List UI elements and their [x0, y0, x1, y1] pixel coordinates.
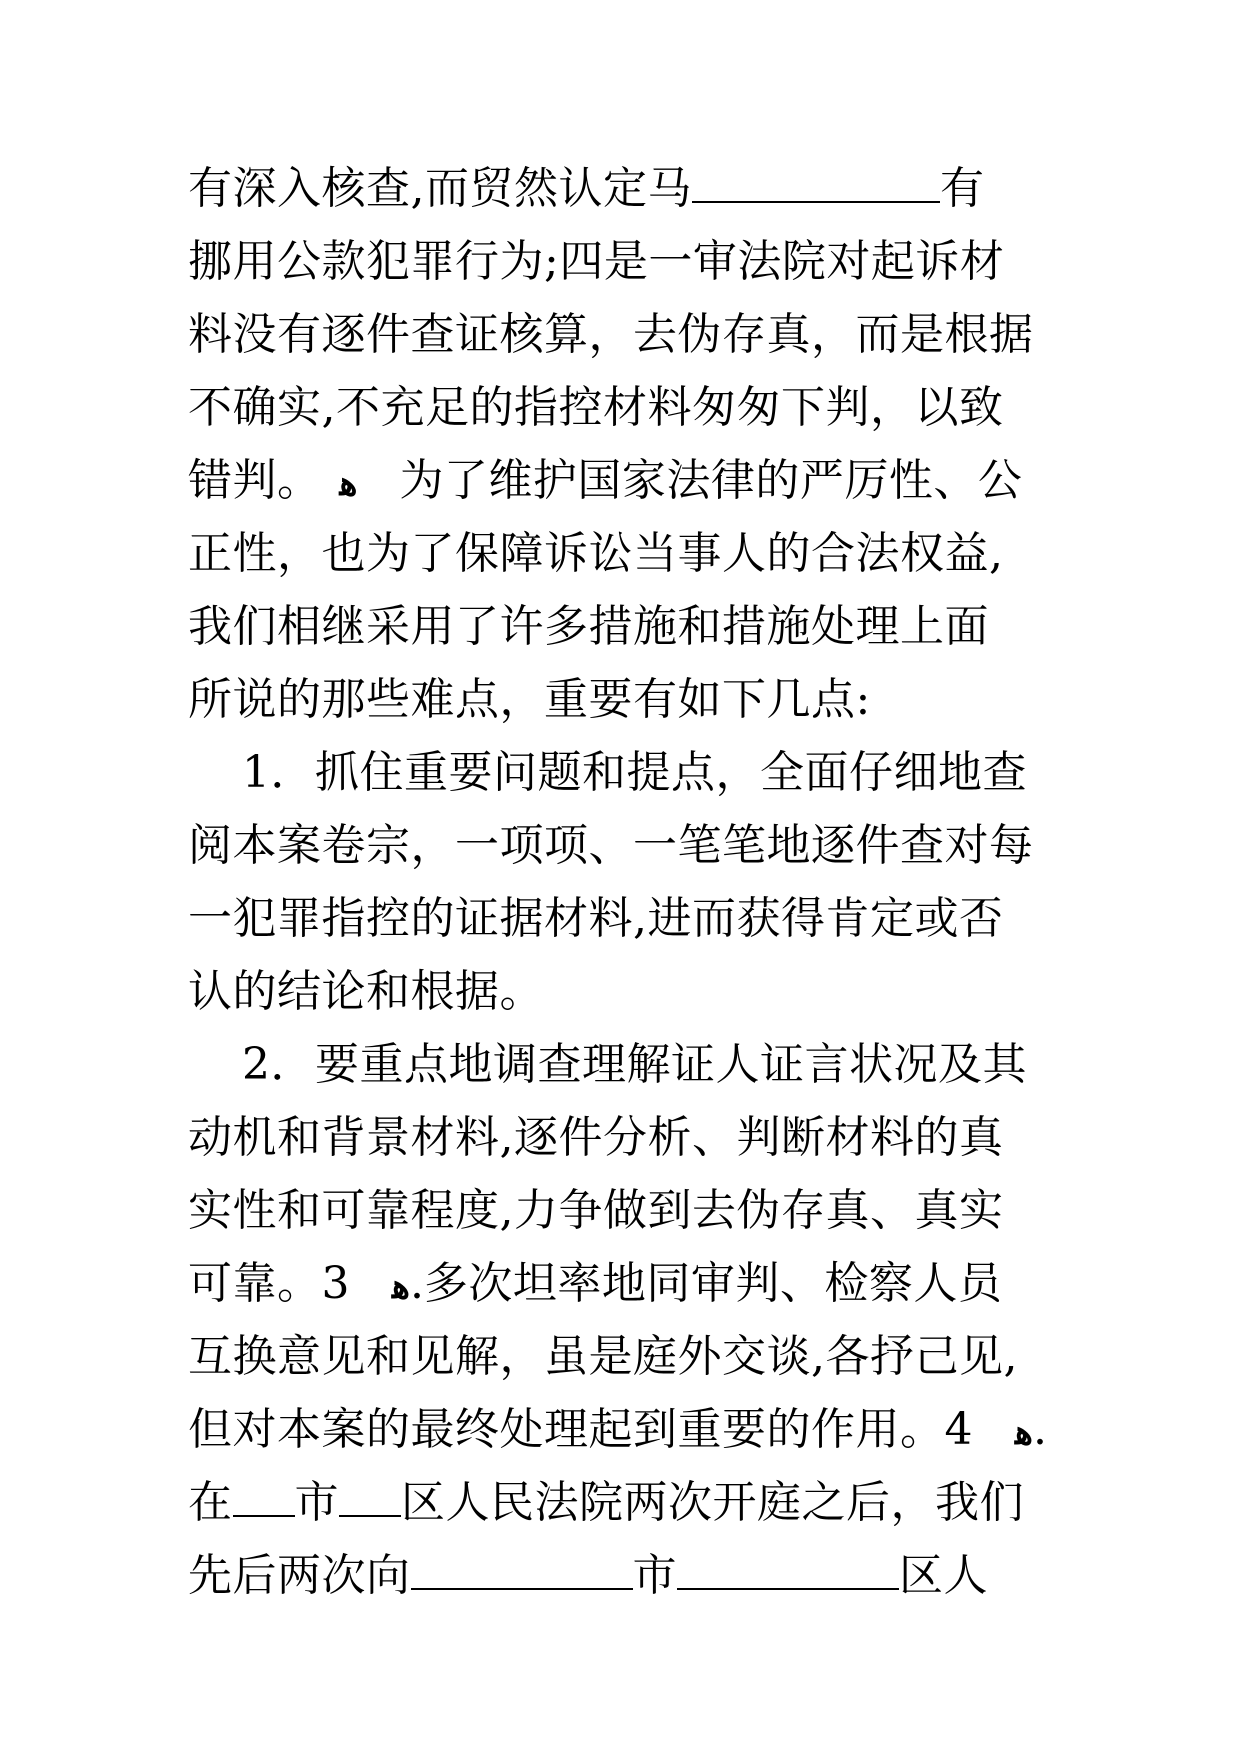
text-line: 互换意见和见解，虽是庭外交谈,各抒己见, — [188, 1331, 1018, 1382]
text-line: 料没有逐件查证核算，去伪存真，而是根据 — [188, 309, 1034, 360]
text-line: 一犯罪指控的证据材料,进而获得肯定或否 — [188, 893, 1004, 944]
blank-line — [411, 1552, 633, 1590]
text-line: 可靠。3 ﻫ.多次坦率地同审判、检察人员 — [188, 1258, 1003, 1309]
paragraph-mark: ﻫ — [1015, 1413, 1033, 1453]
text-line: 不确实,不充足的指控材料匆匆下判，以致 — [188, 382, 1004, 433]
text-line: 正性，也为了保障诉讼当事人的合法权益, — [188, 528, 1004, 579]
text-line: 1．抓住重要问题和提点，全面仔细地查 — [242, 747, 1027, 798]
text-line: 动机和背景材料,逐件分析、判断材料的真 — [188, 1112, 1004, 1163]
text-line: 但对本案的最终处理起到重要的作用。4 ﻫ. — [188, 1404, 1047, 1455]
text-line: 认的结论和根据。 — [188, 966, 544, 1017]
text-line: 所说的那些难点，重要有如下几点: — [188, 674, 871, 725]
document-body — [188, 152, 1068, 1612]
text-line: 错判。 ﻫ 为了维护国家法律的严厉性、公 — [188, 455, 1023, 506]
text-line: 有深入核查,而贸然认定马 有 — [188, 163, 985, 214]
blank-line — [339, 1479, 401, 1517]
blank-line — [692, 165, 940, 203]
blank-line — [677, 1552, 899, 1590]
text-line: 挪用公款犯罪行为;四是一审法院对起诉材 — [188, 236, 1005, 287]
paragraph-mark: ﻫ — [392, 1267, 410, 1307]
text-line: 阅本案卷宗，一项项、一笔笔地逐件查对每 — [188, 820, 1034, 871]
text-line: 我们相继采用了许多措施和措施处理上面 — [188, 601, 989, 652]
text-line: 先后两次向 市 区人 — [188, 1550, 988, 1601]
paragraph-mark: ﻫ — [339, 464, 358, 504]
blank-line — [233, 1479, 295, 1517]
text-line: 在 市 区人民法院两次开庭之后，我们 — [188, 1477, 1024, 1528]
text-line: 2．要重点地调查理解证人证言状况及其 — [242, 1039, 1027, 1090]
text-line: 实性和可靠程度,力争做到去伪存真、真实 — [188, 1185, 1004, 1236]
